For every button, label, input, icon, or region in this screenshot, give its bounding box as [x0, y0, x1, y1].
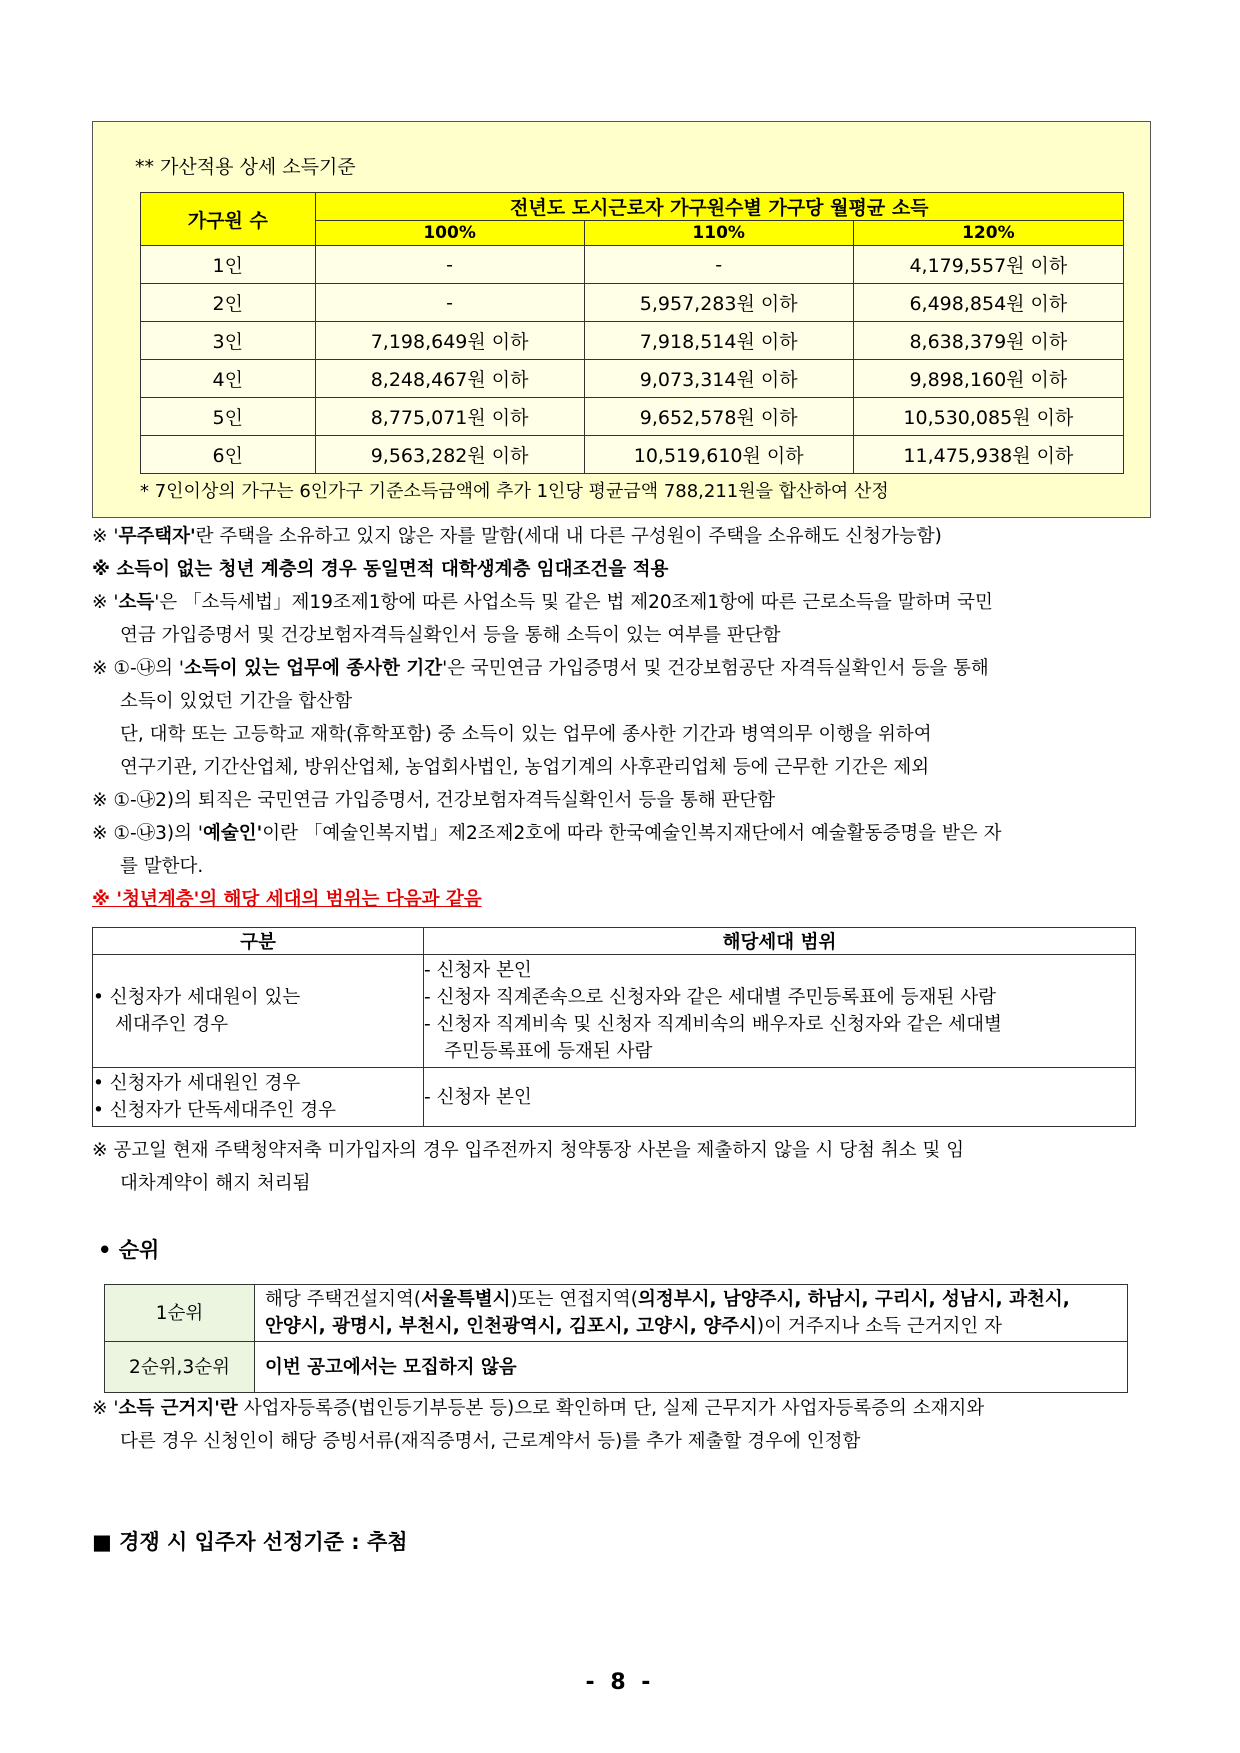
household-size: 2인: [141, 284, 316, 322]
table-row: [141, 436, 1124, 474]
note-artist: ※ ①-㉯3)의 '예술인'이란 「예술인복지법」제2조제2호에 따라 한국예술인복지재단에서 예술활동증명을 받은 자 를 말한다.: [92, 823, 1002, 877]
note-income-definition: ※ '소득'은 「소득세법」제19조제1항에 따른 사업소득 및 같은 법 제20조제1항에 따른 근로소득을 말하며 국민 연금 가입증명서 및 건강보험자격득실확인서 등을 통해 소득이 있는 여부를 판단함: [92, 592, 993, 646]
note-no-income: ※ 소득이 없는 청년 계층의 경우 동일면적 대학생계층 임대조건을 적용: [92, 559, 669, 580]
table-row: [105, 1285, 1128, 1342]
header-monthly-income: 전년도 도시근로자 가구원수별 가구당 월평균 소득: [315, 193, 1123, 221]
selection-criteria-heading: ■ 경쟁 시 입주자 선정기준 : 추첨: [92, 1530, 408, 1554]
rank-label: 1순위: [105, 1285, 255, 1342]
income-criteria-box: [92, 121, 1151, 518]
header-110pct: 110%: [584, 221, 853, 246]
income-110: -: [584, 246, 853, 284]
note-income-base: ※ '소득 근거지'란 사업자등록증(법인등기부등본 등)으로 확인하며 단, 실제 근무지가 사업자등록증의 소재지와 다른 경우 신청인이 해당 증빙서류(재직증명서, 근로계약서 등)를 추가 제출할 경우에 인정함: [92, 1398, 985, 1452]
income-100: -: [315, 246, 584, 284]
income-110: 7,918,514원 이하: [584, 322, 853, 360]
rank-label: 2순위,3순위: [105, 1342, 255, 1393]
table-row: [141, 360, 1124, 398]
note-retirement: ※ ①-㉯2)의 퇴직은 국민연금 가입증명서, 건강보험자격득실확인서 등을 통해 판단함: [92, 790, 776, 811]
table-row: [141, 322, 1124, 360]
header-household-size: 가구원 수: [141, 193, 316, 246]
category-cell: • 신청자가 세대원이 있는 세대주인 경우: [93, 955, 424, 1068]
note-homeless: ※ '무주택자'란 주택을 소유하고 있지 않은 자를 말함(세대 내 다른 구성원이 주택을 소유해도 신청가능함): [92, 526, 942, 547]
income-120: 8,638,379원 이하: [853, 322, 1123, 360]
income-100: 8,248,467원 이하: [315, 360, 584, 398]
note-income-period: ※ ①-㉯의 '소득이 있는 업무에 종사한 기간'은 국민연금 가입증명서 및 건강보험공단 자격득실확인서 등을 통해 소득이 있었던 기간을 합산함 단, 대학 또는 고등학교 재학(휴학포함) 중 소득이 있는 업무에 종사한 기간과 병역의무 이행을 위하여 연구기관, 기간산업체, 방위산업체, 농업회사법인, 농업기계의 사후관리업체 등에 근무한 기간은 제외: [92, 658, 989, 778]
header-100pct: 100%: [315, 221, 584, 246]
table-row: [93, 1068, 1136, 1127]
income-110: 9,652,578원 이하: [584, 398, 853, 436]
income-120: 10,530,085원 이하: [853, 398, 1123, 436]
household-scope-table: [92, 927, 1136, 1127]
youth-household-heading: ※ '청년계층'의 해당 세대의 범위는 다음과 같음: [92, 889, 482, 910]
rank-table: [104, 1284, 1128, 1393]
household-size: 6인: [141, 436, 316, 474]
income-100: 7,198,649원 이하: [315, 322, 584, 360]
household-size: 5인: [141, 398, 316, 436]
scope-cell: - 신청자 본인: [424, 1068, 1136, 1127]
household-size: 3인: [141, 322, 316, 360]
table-row: [93, 955, 1136, 1068]
income-100: 8,775,071원 이하: [315, 398, 584, 436]
table-row: [141, 398, 1124, 436]
income-criteria-title: ** 가산적용 상세 소득기준: [135, 156, 356, 178]
income-120: 6,498,854원 이하: [853, 284, 1123, 322]
header-category: 구분: [93, 928, 424, 955]
header-120pct: 120%: [853, 221, 1123, 246]
rank-description: 해당 주택건설지역(서울특별시)또는 연접지역(의정부시, 남양주시, 하남시, 구리시, 성남시, 과천시, 안양시, 광명시, 부천시, 인천광역시, 김포시, 고양시, 양주시)이 거주지나 소득 근거지인 자: [255, 1285, 1128, 1342]
table-row: [141, 246, 1124, 284]
rank-description: 이번 공고에서는 모집하지 않음: [255, 1342, 1128, 1393]
table-row: [105, 1342, 1128, 1393]
income-100: 9,563,282원 이하: [315, 436, 584, 474]
note-savings-account: ※ 공고일 현재 주택청약저축 미가입자의 경우 입주전까지 청약통장 사본을 제출하지 않을 시 당첨 취소 및 임 대차계약이 해지 처리됨: [92, 1140, 965, 1194]
income-table: [140, 192, 1124, 474]
income-120: 9,898,160원 이하: [853, 360, 1123, 398]
page-number: - 8 -: [585, 1670, 655, 1695]
header-household-scope: 해당세대 범위: [424, 928, 1136, 955]
income-110: 10,519,610원 이하: [584, 436, 853, 474]
category-cell: • 신청자가 세대원인 경우 • 신청자가 단독세대주인 경우: [93, 1068, 424, 1127]
rank-heading: • 순위: [98, 1238, 160, 1262]
household-size: 4인: [141, 360, 316, 398]
income-120: 11,475,938원 이하: [853, 436, 1123, 474]
table-row: [141, 284, 1124, 322]
scope-cell: - 신청자 본인 - 신청자 직계존속으로 신청자와 같은 세대별 주민등록표에 등재된 사람 - 신청자 직계비속 및 신청자 직계비속의 배우자로 신청자와 같은 세대별 주민등록표에 등재된 사람: [424, 955, 1136, 1068]
income-110: 5,957,283원 이하: [584, 284, 853, 322]
income-100: -: [315, 284, 584, 322]
household-size: 1인: [141, 246, 316, 284]
income-120: 4,179,557원 이하: [853, 246, 1123, 284]
income-note: * 7인이상의 가구는 6인가구 기준소득금액에 추가 1인당 평균금액 788,211원을 합산하여 산정: [140, 481, 889, 502]
income-110: 9,073,314원 이하: [584, 360, 853, 398]
notes-block: [92, 520, 1152, 916]
